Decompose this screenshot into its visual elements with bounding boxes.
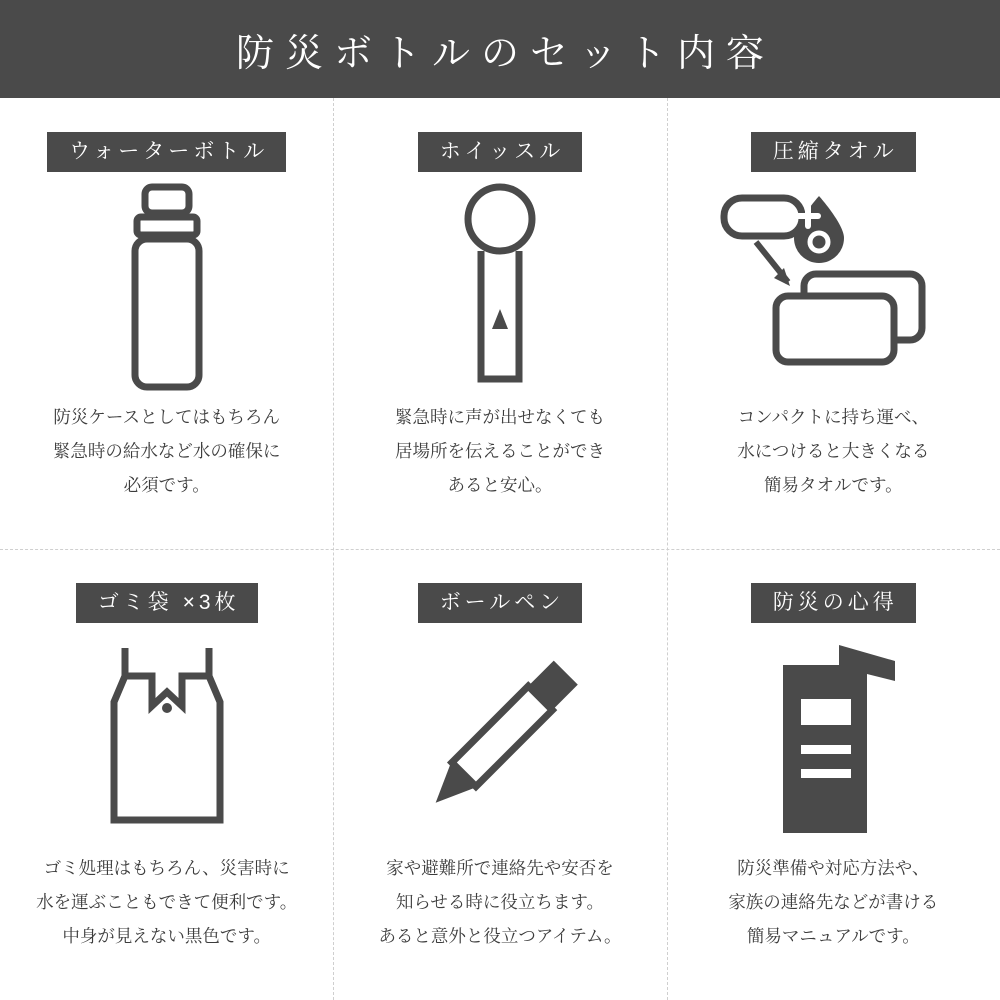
item-illustration (0, 172, 333, 400)
item-description (17, 851, 317, 953)
item-description-line: あると安心。 (447, 475, 553, 496)
item-description-line: 防災準備や対応方法や、 (737, 858, 930, 879)
water-bottle-icon (107, 181, 227, 391)
item-description-line: 水を運ぶこともできて便利です。 (36, 892, 298, 913)
item-label: 防災の心得 (751, 583, 916, 623)
item-illustration (333, 172, 666, 400)
item-description-line: 緊急時に声が出せなくても (394, 407, 605, 428)
item-label: 圧縮タオル (751, 132, 916, 172)
item-illustration (667, 172, 1000, 400)
garbage-bag-icon (92, 642, 242, 832)
item-description (350, 851, 650, 953)
header-banner (0, 0, 1000, 98)
item-description-line: 家や避難所で連絡先や安否を (386, 858, 614, 879)
item-description (683, 851, 983, 953)
item-card-manual-booklet (667, 549, 1000, 1000)
item-description-line: 簡易タオルです。 (764, 475, 903, 496)
item-label: ゴミ袋 ×3枚 (76, 583, 258, 623)
item-label: ホイッスル (418, 132, 583, 172)
item-description (683, 400, 983, 502)
item-description-line: 水につけると大きくなる (737, 441, 930, 462)
grid-row-1 (0, 98, 1000, 549)
item-description-line: 中身が見えない黒色です。 (62, 926, 271, 947)
item-description-line: あると意外と役立つアイテム。 (378, 926, 622, 947)
compressed-towel-icon (716, 186, 951, 386)
item-description-line: 居場所を伝えることができ (394, 441, 605, 462)
whistle-icon (445, 181, 555, 391)
item-illustration (667, 623, 1000, 851)
page-title: 防災ボトルのセット内容 (235, 32, 775, 75)
item-description-line: ゴミ処理はもちろん、災害時に (43, 858, 290, 879)
item-description-line: 簡易マニュアルです。 (746, 926, 920, 947)
item-description (350, 400, 650, 502)
item-description-line: コンパクトに持ち運べ、 (737, 407, 929, 428)
item-card-compressed-towel (667, 98, 1000, 549)
item-illustration (0, 623, 333, 851)
ballpoint-pen-icon (400, 637, 600, 837)
item-description-line: 防災ケースとしてはもちろん (53, 407, 280, 428)
item-description-line: 家族の連絡先などが書ける (728, 892, 939, 913)
item-description-line: 緊急時の給水など水の確保に (52, 441, 281, 462)
item-description-line: 知らせる時に役立ちます。 (395, 892, 605, 913)
item-card-whistle (333, 98, 666, 549)
item-description (17, 400, 317, 502)
manual-booklet-icon (753, 637, 913, 837)
item-label: ウォーターボトル (47, 132, 286, 172)
item-description-line: 必須です。 (123, 475, 210, 496)
item-illustration (333, 623, 666, 851)
items-grid (0, 98, 1000, 1000)
item-card-water-bottle (0, 98, 333, 549)
item-label: ボールペン (418, 583, 583, 623)
item-card-garbage-bag (0, 549, 333, 1000)
grid-row-2 (0, 549, 1000, 1000)
item-card-ballpoint-pen (333, 549, 666, 1000)
